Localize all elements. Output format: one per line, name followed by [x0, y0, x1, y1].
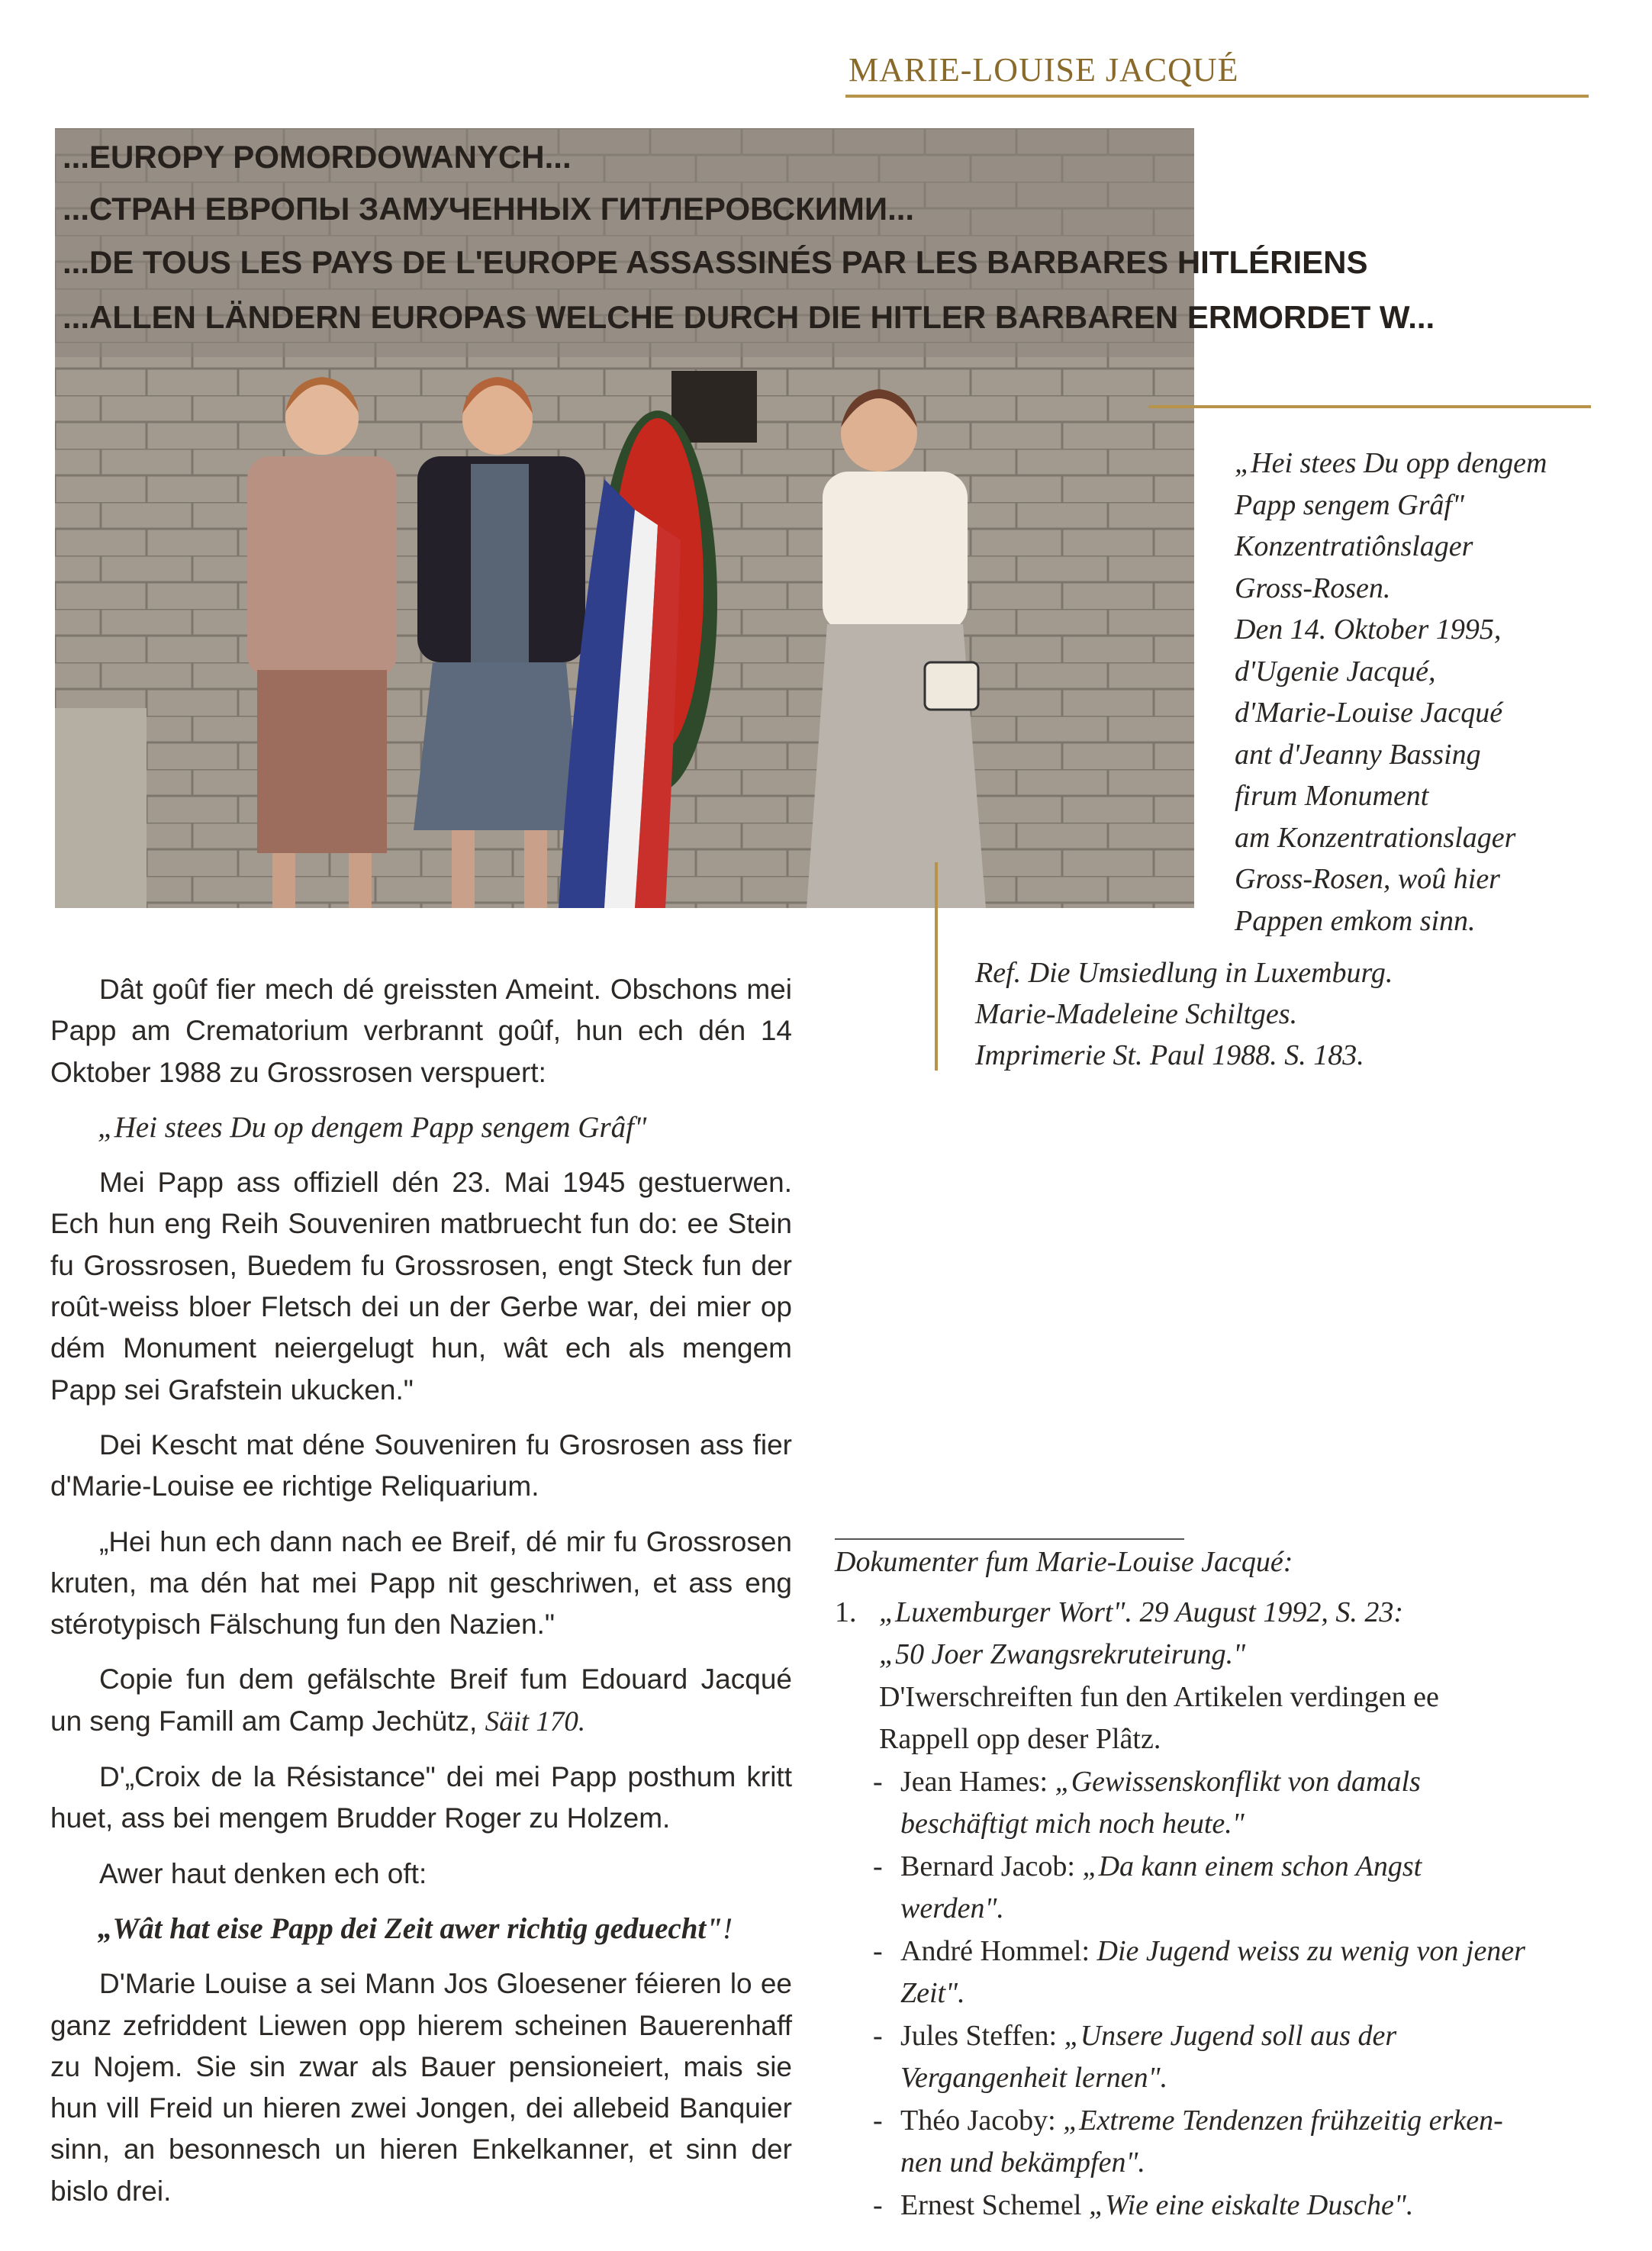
photo-caption: [1235, 443, 1631, 942]
caption-line: firum Monument: [1235, 780, 1429, 812]
article-item: - André Hommel: Die Jugend weiss zu wenig von jener Zeit".: [873, 1934, 1525, 2009]
caption-line: am Konzentrationslager: [1235, 821, 1516, 854]
reference-line: Ref. Die Umsiedlung in Luxemburg.: [975, 957, 1393, 989]
article-item: - Jules Steffen: „Unsere Jugend soll aus der Vergangenheit lernen".: [873, 2019, 1397, 2094]
document-line: „50 Joer Zwangsrekruteirung.": [879, 1638, 1246, 1670]
caption-line: Gross-Rosen.: [1235, 572, 1391, 604]
caption-line: d'Ugenie Jacqué,: [1235, 655, 1436, 688]
documents-heading: Dokumenter fum Marie-Louise Jacqué:: [835, 1546, 1293, 1578]
article-item: - Ernest Schemel „Wie eine eiskalte Dusche".: [873, 2188, 1414, 2221]
documents-list: [835, 1541, 1598, 2227]
woman-middle: [414, 377, 585, 908]
paragraph: D'„Croix de la Résistance" dei mei Papp posthum kritt huet, ass bei mengem Brudder Roger zu Holzem.: [50, 1761, 792, 1834]
paragraph: Dei Kescht mat déne Souveniren fu Grosrosen ass fier d'Marie-Louise ee richtige Reliquarium.: [50, 1428, 792, 1502]
woman-left: [247, 377, 397, 908]
caption-line: ant d'Jeanny Bassing: [1235, 738, 1481, 771]
caption-line: Papp sengem Grâf": [1235, 488, 1464, 521]
quote: „Hei stees Du op dengem Papp sengem Grâf": [98, 1110, 647, 1144]
paragraph: Dât goûf fier mech dé greissten Ameint. Obschons mei Papp am Crematorium verbrannt goûf, hun ech dén 14 Oktober 1988 zu Grossrosen verspuert:: [50, 974, 792, 1088]
document-line: „Luxemburger Wort". 29 August 1992, S. 23:: [879, 1596, 1403, 1628]
page-header-title: MARIE-LOUISE JACQUÉ: [849, 51, 1239, 89]
article-item: - Jean Hames: „Gewissenskonflikt von damals beschäftigt mich noch heute.": [873, 1765, 1421, 1840]
article-item: - Théo Jacoby: „Extreme Tendenzen frühzeitig erken- nen und bekämpfen".: [873, 2104, 1503, 2179]
header-rule: [845, 95, 1589, 98]
body-text: [50, 969, 792, 2226]
documents-rule: [835, 1538, 1184, 1540]
caption-line: Den 14. Oktober 1995,: [1235, 613, 1502, 646]
caption-line: „Hei stees Du opp dengem: [1235, 447, 1547, 479]
caption-connector-horizontal: [1148, 405, 1591, 408]
reference-line: Marie-Madeleine Schiltges.: [975, 998, 1298, 1030]
document-line: Rappell opp deser Plâtz.: [879, 1723, 1161, 1755]
photo-reference: [975, 952, 1525, 1076]
caption-connector-vertical: [935, 862, 938, 1071]
document-entry: [835, 1592, 1598, 1761]
caption-line: Gross-Rosen, woû hier: [1235, 863, 1500, 895]
caption-line: Konzentratiônslager: [1235, 530, 1473, 562]
inscription-line-3: ...DE TOUS LES PAYS DE L'EUROPE ASSASSINÉS PAR LES BARBARES HITLÉRIENS: [63, 244, 1368, 280]
entry-number: 1.: [835, 1596, 857, 1628]
paragraph: Awer haut denken ech oft:: [99, 1857, 427, 1889]
paragraph: D'Marie Louise a sei Mann Jos Gloesener féieren lo ee ganz zefriddent Liewen opp hierem scheinen Bauerenhaff zu Nojem. Sie sin zwar als Bauer pensioneiert, mais sie hun vill Freid un hieren zwei Jongen, dei allebeid Banquier sinn, an besonnesch un hieren Enkelkanner, et sinn der bislo drei.: [50, 1968, 792, 2207]
caption-line: Pappen emkom sinn.: [1235, 904, 1476, 937]
article-item: - Bernard Jacob: „Da kann einem schon Angst werden".: [873, 1850, 1422, 1924]
reference-line: Imprimerie St. Paul 1988. S. 183.: [975, 1039, 1364, 1071]
paragraph: Mei Papp ass offiziell dén 23. Mai 1945 gestuerwen. Ech hun eng Reih Souveniren matbruecht fun do: ee Stein fu Grossrosen, Buedem fu Grossrosen, engt Steck fun der roût-weiss bloer Fletsch dei un der Gerbe war, dei mier op dém Monument neiergelugt hun, wât ech als mengem Papp sei Grafstein ukucken.": [50, 1167, 792, 1406]
paragraph: „Hei hun ech dann nach ee Breif, dé mir fu Grossrosen kruten, ma dén hat mei Papp nit geschriwen, et ass eng stérotypisch Fälschung fun den Nazien.": [50, 1525, 792, 1641]
quote: „Wât hat eise Papp dei Zeit awer richtig geduecht"!: [98, 1911, 733, 1945]
caption-line: d'Marie-Louise Jacqué: [1235, 697, 1503, 729]
inscription-line-4: ...ALLEN LÄNDERN EUROPAS WELCHE DURCH DIE HITLER BARBAREN ERMORDET W...: [63, 299, 1435, 335]
inscription-line-2: ...СТРАН ЕВРОПЫ ЗАМУЧЕННЫХ ГИТЛЕРОВСКИМИ...: [63, 191, 915, 227]
document-line: D'Iwerschreiften fun den Artikelen verdingen ee: [879, 1680, 1439, 1713]
inscription-line-1: ...EUROPY POMORDOWANYCH...: [63, 139, 572, 175]
paragraph: Copie fun dem gefälschte Breif fum Edouard Jacqué un seng Famill am Camp Jechütz, Säit 170.: [50, 1663, 792, 1737]
